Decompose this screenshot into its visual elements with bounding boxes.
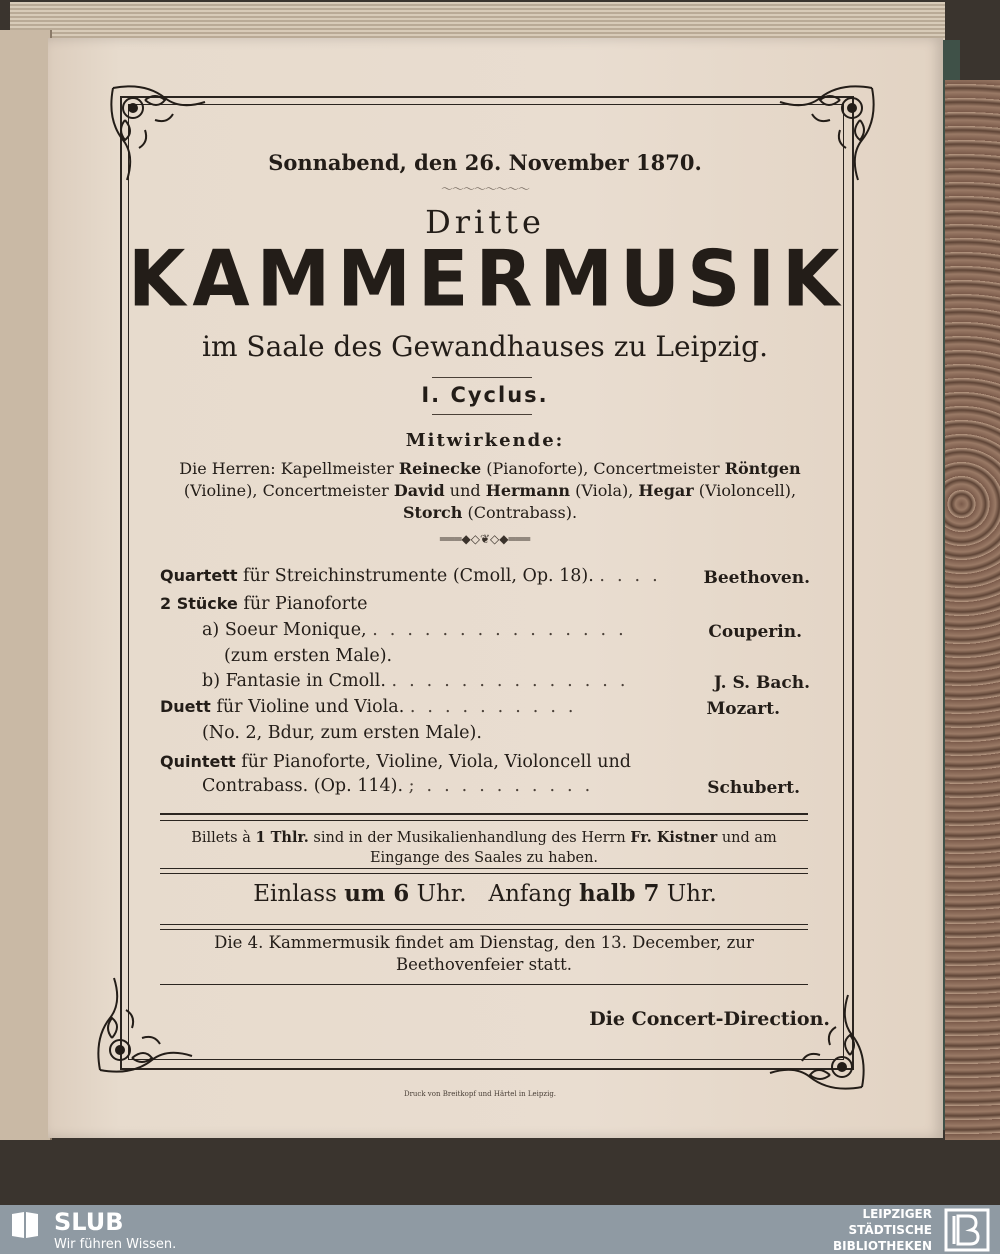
performers-text: (Contrabass). [462, 503, 578, 522]
start-text: Anfang [488, 881, 579, 907]
performer-name: Hermann [485, 481, 570, 500]
program-item [160, 723, 810, 747]
work-title: Duett [160, 697, 211, 716]
admission-time: um 6 [344, 880, 410, 907]
ticket-text: sind in der Musikalienhandlung des Herrn [308, 830, 631, 846]
program-item [160, 620, 810, 644]
page-title: KAMMERMUSIK [128, 233, 847, 325]
performers-list [160, 458, 820, 524]
performer-name: Reinecke [398, 459, 482, 478]
divider [160, 929, 808, 930]
composer-name: Mozart. [706, 699, 780, 719]
next-concert-note: Die 4. Kammermusik findet am Dienstag, den 13. December, zur Beethovenfeier statt. [214, 933, 754, 974]
divider [160, 813, 808, 815]
ticket-price: 1 Thlr. [255, 829, 309, 846]
program-item [160, 697, 810, 721]
program-line [160, 697, 586, 717]
start-text: Uhr. [659, 881, 717, 907]
leader-dots: .... [599, 566, 670, 586]
program-line [160, 566, 670, 586]
left-page [0, 30, 52, 1140]
performer-name: Hegar [638, 481, 694, 500]
work-description: b) Fantasie in Cmoll. [202, 671, 386, 691]
program-item [160, 566, 810, 590]
program-item [160, 776, 810, 800]
work-title: 2 Stücke [160, 594, 238, 613]
corner-ornament-bottom-right [760, 985, 870, 1095]
composer-name: Beethoven. [703, 568, 810, 588]
work-description: a) Soeur Monique, [202, 620, 367, 640]
performers-heading: Mitwirkende: [405, 430, 565, 451]
ticket-dealer: Fr. Kistner [630, 829, 718, 846]
program-line [202, 620, 636, 640]
program-line [160, 752, 631, 772]
performers-text: (Violine), Concertmeister [183, 481, 394, 500]
work-title: Quintett [160, 752, 236, 771]
signature-direction: Die Concert-Direction. [589, 1008, 830, 1030]
leader-dots: ............... [372, 620, 636, 640]
program-line [160, 594, 367, 614]
admission-times [128, 880, 842, 907]
printer-imprint: Druck von Breitkopf und Härtel in Leipzig. [403, 1090, 557, 1098]
divider [160, 984, 808, 985]
work-description: für Violine und Viola. [210, 697, 405, 717]
divider [160, 873, 808, 874]
divider [432, 414, 532, 415]
lsb-name-line: STÄDTISCHE [848, 1223, 932, 1237]
program-item [160, 671, 810, 695]
lsb-name[interactable] [833, 1206, 932, 1254]
date-underline-ornament: 〜〜〜〜〜〜〜〜 [440, 182, 529, 196]
divider [160, 868, 808, 869]
work-title: Quartett [160, 566, 238, 585]
venue-line: im Saale des Gewandhauses zu Leipzig. [202, 330, 768, 363]
work-note: (zum ersten Male). [224, 646, 393, 666]
slub-tagline: Wir führen Wissen. [54, 1237, 177, 1252]
program-item [160, 646, 810, 670]
divider [432, 377, 532, 378]
composer-name: Couperin. [708, 622, 802, 642]
ticket-info [160, 828, 808, 868]
performers-text: (Viola), [570, 481, 639, 500]
marbled-cover [945, 80, 1000, 1140]
leader-dots: ;.......... [408, 776, 603, 796]
composer-name: Schubert. [707, 778, 800, 798]
cycle-label: I. Cyclus. [421, 383, 549, 407]
program-item [160, 752, 810, 776]
ticket-text: und am Eingange des Saales zu haben. [369, 830, 777, 866]
performers-text: Die Herren: Kapellmeister [179, 459, 399, 478]
performer-name: David [393, 481, 445, 500]
program-line [202, 776, 602, 796]
admission-text: Uhr. [409, 881, 467, 907]
performers-text: (Pianoforte), Concertmeister [481, 459, 725, 478]
slub-logo-icon[interactable] [10, 1210, 40, 1240]
divider [160, 820, 808, 821]
program-item [160, 594, 810, 618]
work-description: für Pianoforte [237, 594, 368, 614]
ticket-text: Billets à [191, 830, 256, 846]
work-description: Contrabass. (Op. 114). [202, 776, 404, 796]
divider-ornament: ═══◆◇❦◇◆═══ [439, 532, 531, 546]
slub-name[interactable]: SLUB [54, 1208, 124, 1236]
program-line [202, 671, 637, 691]
work-description: für Streichinstrumente (Cmoll, Op. 18). [237, 566, 594, 586]
performer-name: Röntgen [724, 459, 801, 478]
start-time: halb 7 [579, 880, 660, 907]
performers-text: (Violoncell), [693, 481, 797, 500]
performers-text: und [444, 481, 486, 500]
admission-text: Einlass [253, 881, 345, 907]
leader-dots: .............. [391, 671, 638, 691]
concert-ordinal: Dritte [425, 203, 545, 241]
leader-dots: .......... [409, 697, 586, 717]
work-note: (No. 2, Bdur, zum ersten Male). [202, 723, 482, 743]
work-description: für Pianoforte, Violine, Viola, Violoncell und [235, 752, 631, 772]
concert-date: Sonnabend, den 26. November 1870. [268, 150, 702, 175]
lsb-name-line: LEIPZIGER [862, 1207, 932, 1221]
divider [160, 924, 808, 925]
performer-name: Storch [402, 503, 463, 522]
lsb-name-line: BIBLIOTHEKEN [832, 1239, 932, 1253]
lsb-logo-icon[interactable] [944, 1208, 990, 1252]
composer-name: J. S. Bach. [713, 673, 810, 693]
